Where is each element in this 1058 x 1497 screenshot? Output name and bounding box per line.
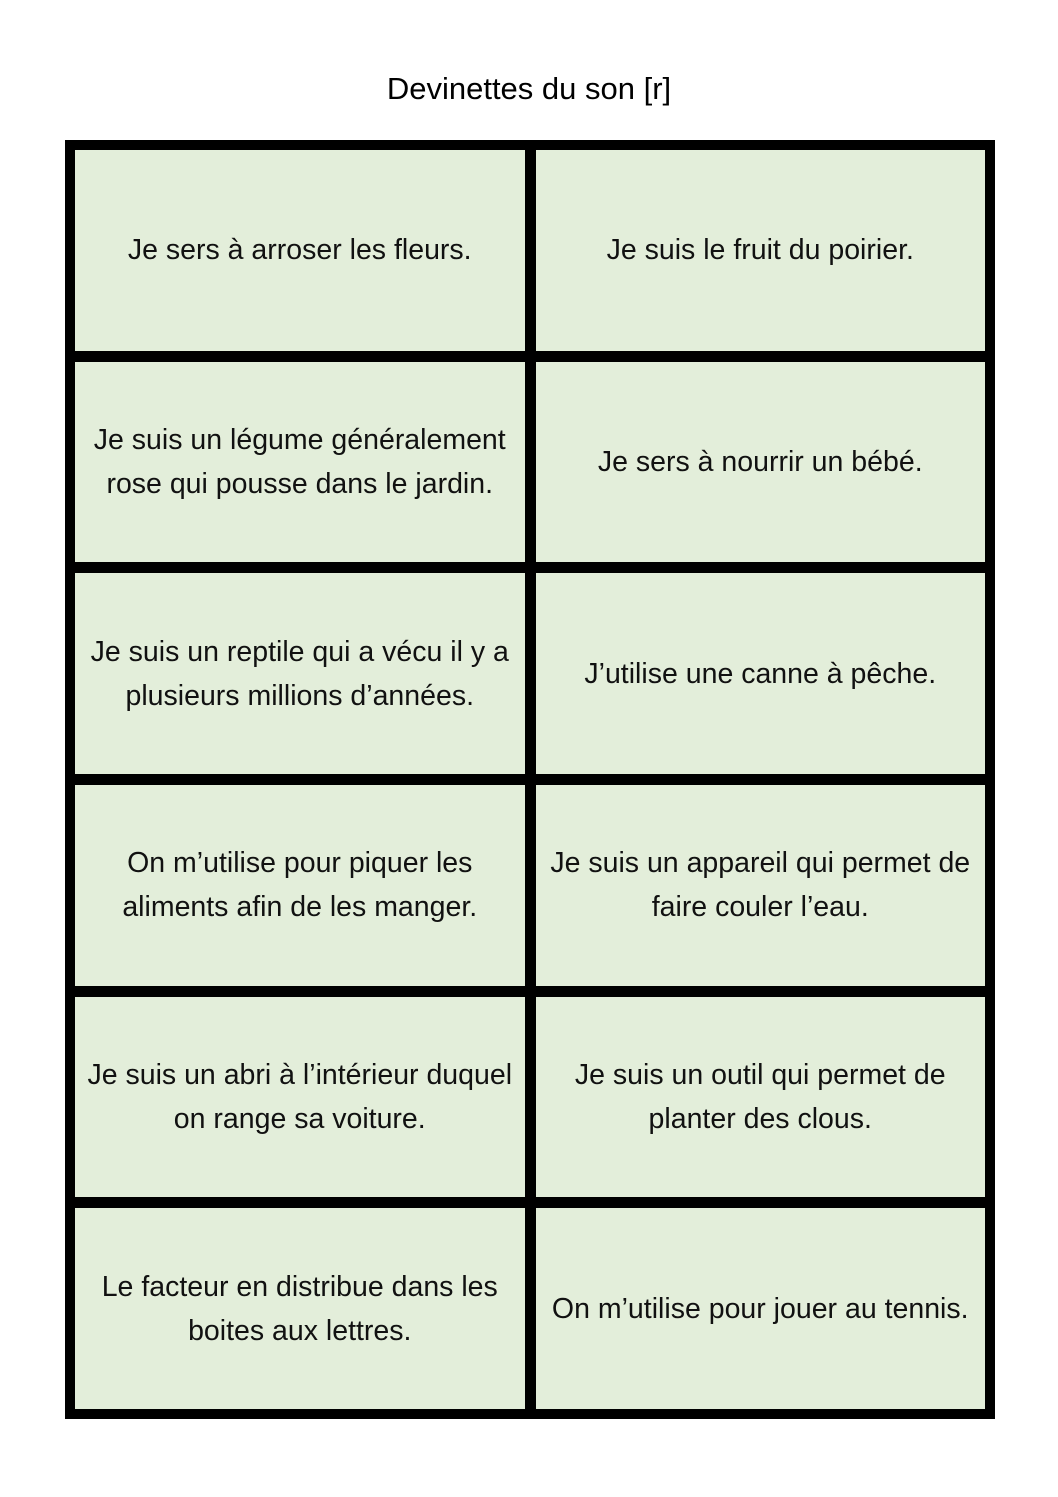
riddle-card-3 <box>75 362 525 563</box>
riddle-card-grid <box>65 140 995 1419</box>
riddle-text: Je suis un reptile qui a vécu il y a plusieurs millions d’années. <box>90 635 509 712</box>
riddle-text: Je sers à nourrir un bébé. <box>597 445 923 478</box>
riddle-text: Je suis un appareil qui permet de faire couler l’eau. <box>550 847 971 924</box>
riddle-text: On m’utilise pour jouer au tennis. <box>551 1292 969 1325</box>
riddle-card-1 <box>75 150 525 351</box>
riddle-card-8 <box>536 785 986 986</box>
riddle-card-5 <box>75 573 525 774</box>
riddle-text: Je suis le fruit du poirier. <box>606 234 914 267</box>
riddle-card-6 <box>536 573 986 774</box>
riddle-text: Je suis un outil qui permet de planter des clous. <box>574 1058 946 1135</box>
riddle-text: Je suis un légume généralement rose qui pousse dans le jardin. <box>93 423 506 500</box>
page-title: Devinettes du son [r] <box>386 71 672 106</box>
riddle-card-12 <box>536 1208 986 1409</box>
riddle-text: J’utilise une canne à pêche. <box>584 657 937 690</box>
riddle-text: Le facteur en distribue dans les boites aux lettres. <box>101 1270 498 1347</box>
riddle-card-11 <box>75 1208 525 1409</box>
riddle-card-4 <box>536 362 986 563</box>
riddle-card-7 <box>75 785 525 986</box>
riddle-text: Je suis un abri à l’intérieur duquel on range sa voiture. <box>87 1058 513 1135</box>
riddle-text: On m’utilise pour piquer les aliments afin de les manger. <box>122 847 478 924</box>
riddle-card-10 <box>536 997 986 1198</box>
riddle-text: Je sers à arroser les fleurs. <box>127 234 472 267</box>
riddle-card-2 <box>536 150 986 351</box>
riddle-card-9 <box>75 997 525 1198</box>
